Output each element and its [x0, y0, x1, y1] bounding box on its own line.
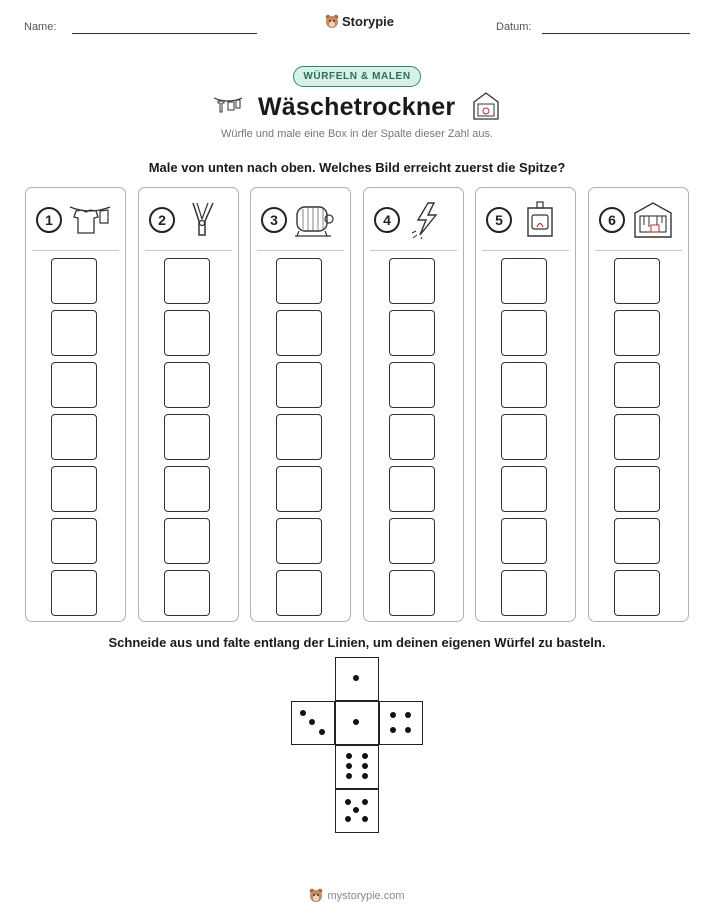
column-number: 5: [486, 207, 512, 233]
color-box[interactable]: [164, 570, 210, 616]
dice-pip: [346, 753, 352, 759]
dice-face-1: [335, 701, 379, 745]
dice-face-1: [335, 657, 379, 701]
color-box[interactable]: [51, 362, 97, 408]
laundry-room-icon: [631, 201, 675, 239]
color-box[interactable]: [164, 466, 210, 512]
column-divider: [595, 250, 682, 251]
footer: [0, 888, 714, 903]
color-box[interactable]: [389, 570, 435, 616]
color-box[interactable]: [614, 570, 660, 616]
color-box[interactable]: [614, 414, 660, 460]
column-divider: [145, 250, 232, 251]
color-box[interactable]: [614, 466, 660, 512]
name-line[interactable]: [72, 33, 257, 34]
color-box[interactable]: [501, 362, 547, 408]
dice-pip: [353, 807, 359, 813]
page-title: Wäschetrockner: [258, 93, 456, 121]
dice-pip: [319, 729, 325, 735]
color-box[interactable]: [614, 518, 660, 564]
color-box[interactable]: [389, 414, 435, 460]
color-box[interactable]: [501, 414, 547, 460]
dice-pip: [353, 719, 359, 725]
column-divider: [370, 250, 457, 251]
column-divider: [482, 250, 569, 251]
color-box[interactable]: [51, 258, 97, 304]
color-box[interactable]: [164, 414, 210, 460]
color-box[interactable]: [501, 310, 547, 356]
dice-face-6: [335, 745, 379, 789]
footer-url[interactable]: mystorypie.com: [327, 889, 405, 902]
color-box[interactable]: [276, 570, 322, 616]
bear-logo-icon: [309, 888, 323, 903]
dice-pip: [309, 719, 315, 725]
dice-pip: [362, 816, 368, 822]
color-box[interactable]: [51, 518, 97, 564]
color-box[interactable]: [501, 466, 547, 512]
clothesline-icon: [68, 201, 112, 239]
dice-pip: [405, 727, 411, 733]
dice-pip: [353, 675, 359, 681]
color-box[interactable]: [164, 362, 210, 408]
dice-face-4: [379, 701, 423, 745]
laundry-room-icon: [471, 91, 501, 121]
color-box[interactable]: [614, 258, 660, 304]
brand-logo: [325, 14, 394, 29]
column-number: 3: [261, 207, 287, 233]
color-box[interactable]: [276, 362, 322, 408]
color-box[interactable]: [614, 362, 660, 408]
name-label: Name:: [24, 21, 57, 33]
color-box[interactable]: [276, 414, 322, 460]
column-6: [588, 187, 689, 622]
dice-pip: [362, 773, 368, 779]
column-number: 4: [374, 207, 400, 233]
color-box[interactable]: [389, 258, 435, 304]
dice-pip: [345, 816, 351, 822]
dice-pip: [405, 712, 411, 718]
dice-face-3: [291, 701, 335, 745]
column-5: [475, 187, 576, 622]
dice-pip: [346, 773, 352, 779]
date-line[interactable]: [542, 33, 690, 34]
stove-icon: [518, 201, 562, 239]
column-2: [138, 187, 239, 622]
lightning-icon: [406, 201, 450, 239]
dice-pip: [346, 763, 352, 769]
category-badge: WÜRFELN & MALEN: [293, 66, 421, 87]
column-3: [250, 187, 351, 622]
dice-pip: [300, 710, 306, 716]
color-box[interactable]: [51, 570, 97, 616]
color-box[interactable]: [51, 310, 97, 356]
color-box[interactable]: [276, 258, 322, 304]
color-box[interactable]: [51, 466, 97, 512]
color-box[interactable]: [164, 310, 210, 356]
column-number: 6: [599, 207, 625, 233]
clothesline-icon: [212, 94, 244, 120]
color-box[interactable]: [501, 258, 547, 304]
color-box[interactable]: [389, 310, 435, 356]
color-box[interactable]: [501, 518, 547, 564]
color-box[interactable]: [389, 466, 435, 512]
game-instruction: Male von unten nach oben. Welches Bild erreicht zuerst die Spitze?: [148, 160, 566, 175]
dice-pip: [390, 712, 396, 718]
dice-pip: [362, 799, 368, 805]
column-1: [25, 187, 126, 622]
column-divider: [32, 250, 119, 251]
color-box[interactable]: [276, 310, 322, 356]
column-number: 2: [149, 207, 175, 233]
dice-face-5: [335, 789, 379, 833]
date-label: Datum:: [496, 21, 532, 33]
color-box[interactable]: [389, 518, 435, 564]
dryer-drum-icon: [293, 201, 337, 239]
column-4: [363, 187, 464, 622]
dice-pip: [362, 753, 368, 759]
color-box[interactable]: [51, 414, 97, 460]
color-box[interactable]: [389, 362, 435, 408]
column-divider: [257, 250, 344, 251]
page-subtitle: Würfle und male eine Box in der Spalte dieser Zahl aus.: [220, 128, 494, 140]
brand-name: Storypie: [342, 14, 395, 29]
color-box[interactable]: [276, 466, 322, 512]
column-number: 1: [36, 207, 62, 233]
color-box[interactable]: [164, 518, 210, 564]
color-box[interactable]: [276, 518, 322, 564]
bear-logo-icon: [325, 14, 339, 29]
dice-pip: [345, 799, 351, 805]
dice-pip: [362, 763, 368, 769]
color-box[interactable]: [614, 310, 660, 356]
dice-pip: [390, 727, 396, 733]
cut-instruction: Schneide aus und falte entlang der Linien, um deinen eigenen Würfel zu basteln.: [108, 635, 606, 650]
clothespin-icon: [181, 201, 225, 239]
color-box[interactable]: [501, 570, 547, 616]
color-box[interactable]: [164, 258, 210, 304]
